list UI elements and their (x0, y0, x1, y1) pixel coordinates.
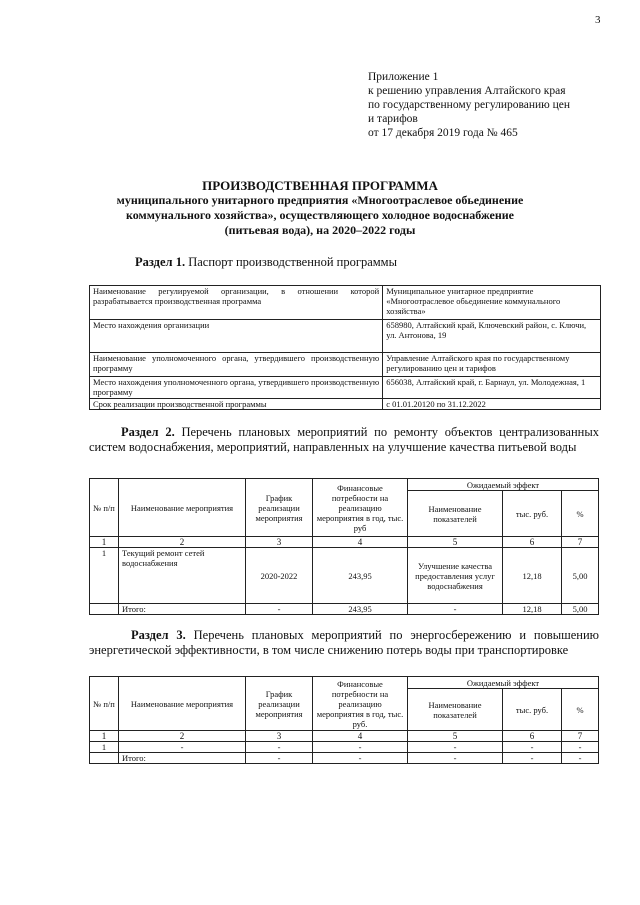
row-finance: 243,95 (313, 548, 408, 604)
col-header-pct: % (562, 491, 599, 537)
column-number: 4 (313, 731, 408, 742)
col-header-schedule: График реализации мероприятия (246, 677, 313, 731)
col-header-name: Наименование мероприятия (119, 479, 246, 537)
passport-label: Наименование регулируемой организации, в отношении которой разрабатывается производственная программа (90, 286, 383, 320)
col-header-num: № п/п (90, 677, 119, 731)
col-header-indicator: Наименование показателей (408, 689, 503, 731)
column-number: 1 (90, 537, 119, 548)
col-header-pct: % (562, 689, 599, 731)
passport-label: Место нахождения уполномоченного органа, утвердившего производственную программу (90, 377, 383, 399)
col-header-finance: Финансовые потребности на реализацию мероприятия в год, тыс. руб (313, 479, 408, 537)
column-number: 5 (408, 731, 503, 742)
column-number: 7 (562, 537, 599, 548)
column-number: 7 (562, 731, 599, 742)
column-number: 3 (246, 537, 313, 548)
section-title: Перечень плановых мероприятий по ремонту объектов централизованных систем водоснабжения, мероприятий, направленных на улучшение качества питьевой воды (89, 425, 599, 454)
title-line: (питьевая вода), на 2020–2022 годы (224, 223, 416, 237)
column-number: 1 (90, 731, 119, 742)
table-row (90, 286, 601, 320)
table-header-row (90, 677, 599, 689)
total-rub: - (503, 753, 562, 764)
total-schedule: - (246, 604, 313, 615)
title-line: ПРОИЗВОДСТВЕННАЯ ПРОГРАММА (202, 178, 438, 193)
table-row (90, 377, 601, 399)
passport-value: Управление Алтайского края по государственному регулированию цен и тарифов (383, 353, 601, 377)
row-indicator: Улучшение качества предоставления услуг водоснабжения (408, 548, 503, 604)
section-label: Раздел 1. (135, 255, 186, 269)
row-pct: 5,00 (562, 548, 599, 604)
row-num: 1 (90, 742, 119, 753)
energy-measures-table (89, 676, 599, 764)
row-indicator: - (408, 742, 503, 753)
col-header-name: Наименование мероприятия (119, 677, 246, 731)
col-header-finance: Финансовые потребности на реализацию мероприятия в год, тыс. руб. (313, 677, 408, 731)
row-rub: 12,18 (503, 548, 562, 604)
appendix-line: и тарифов (368, 113, 418, 125)
row-name: - (119, 742, 246, 753)
total-schedule: - (246, 753, 313, 764)
column-number-row (90, 537, 599, 548)
title-line: коммунального хозяйства», осуществляющего холодное водоснабжение (126, 208, 514, 222)
total-indicator: - (408, 604, 503, 615)
total-num-cell (90, 604, 119, 615)
passport-label: Наименование уполномоченного органа, утвердившего производственную программу (90, 353, 383, 377)
appendix-line: к решению управления Алтайского края (368, 85, 566, 97)
appendix-header (368, 70, 618, 140)
total-rub: 12,18 (503, 604, 562, 615)
table-total-row (90, 753, 599, 764)
table-header-row (90, 479, 599, 491)
column-number: 5 (408, 537, 503, 548)
row-pct: - (562, 742, 599, 753)
section-label: Раздел 3. (131, 628, 186, 642)
column-number: 6 (503, 537, 562, 548)
row-name: Текущий ремонт сетей водоснабжения (119, 548, 246, 604)
section2-heading (89, 425, 599, 455)
section-title: Паспорт производственной программы (188, 255, 397, 269)
table-row (90, 742, 599, 753)
passport-value: 658980, Алтайский край, Ключевский район, с. Ключи, ул. Антонова, 19 (383, 320, 601, 353)
column-number: 2 (119, 731, 246, 742)
passport-value: Муниципальное унитарное предприятие «Многоотраслевое обьединение коммунального хозяйства» (383, 286, 601, 320)
column-number: 4 (313, 537, 408, 548)
passport-value: с 01.01.20120 по 31.12.2022 (383, 399, 601, 410)
appendix-line: по государственному регулированию цен (368, 99, 571, 111)
col-header-effect: Ожидаемый эффект (408, 479, 599, 491)
passport-value: 656038, Алтайский край, г. Барнаул, ул. Молодежная, 1 (383, 377, 601, 399)
column-number: 3 (246, 731, 313, 742)
section-title: Перечень плановых мероприятий по энергосбережению и повышению энергетической эффективности, в том числе снижению потерь воды при транспортировке (89, 628, 600, 657)
appendix-line: Приложение 1 (368, 71, 439, 83)
total-label: Итого: (119, 753, 246, 764)
passport-table (89, 285, 601, 410)
section-label: Раздел 2. (121, 425, 175, 439)
title-line: муниципального унитарного предприятия «Многоотраслевое обьединение (116, 193, 524, 207)
col-header-effect: Ожидаемый эффект (408, 677, 599, 689)
repair-measures-table (89, 478, 599, 615)
row-schedule: 2020-2022 (246, 548, 313, 604)
total-indicator: - (408, 753, 503, 764)
passport-label: Срок реализации производственной программы (90, 399, 383, 410)
row-rub: - (503, 742, 562, 753)
column-number-row (90, 731, 599, 742)
section1-heading (135, 255, 397, 270)
row-finance: - (313, 742, 408, 753)
total-finance: 243,95 (313, 604, 408, 615)
total-pct: - (562, 753, 599, 764)
col-header-schedule: График реализации мероприятия (246, 479, 313, 537)
row-schedule: - (246, 742, 313, 753)
total-num-cell (90, 753, 119, 764)
table-row (90, 320, 601, 353)
col-header-indicator: Наименование показателей (408, 491, 503, 537)
passport-label: Место нахождения организации (90, 320, 383, 353)
table-row (90, 353, 601, 377)
table-row (90, 548, 599, 604)
page-number: 3 (595, 14, 601, 26)
col-header-rub: тыс. руб. (503, 689, 562, 731)
column-number: 6 (503, 731, 562, 742)
document-title (80, 178, 560, 238)
total-label: Итого: (119, 604, 246, 615)
total-finance: - (313, 753, 408, 764)
column-number: 2 (119, 537, 246, 548)
col-header-num: № п/п (90, 479, 119, 537)
section3-heading (89, 628, 599, 658)
table-total-row (90, 604, 599, 615)
appendix-line: от 17 декабря 2019 года № 465 (368, 127, 518, 139)
table-row (90, 399, 601, 410)
row-num: 1 (90, 548, 119, 604)
col-header-rub: тыс. руб. (503, 491, 562, 537)
total-pct: 5,00 (562, 604, 599, 615)
